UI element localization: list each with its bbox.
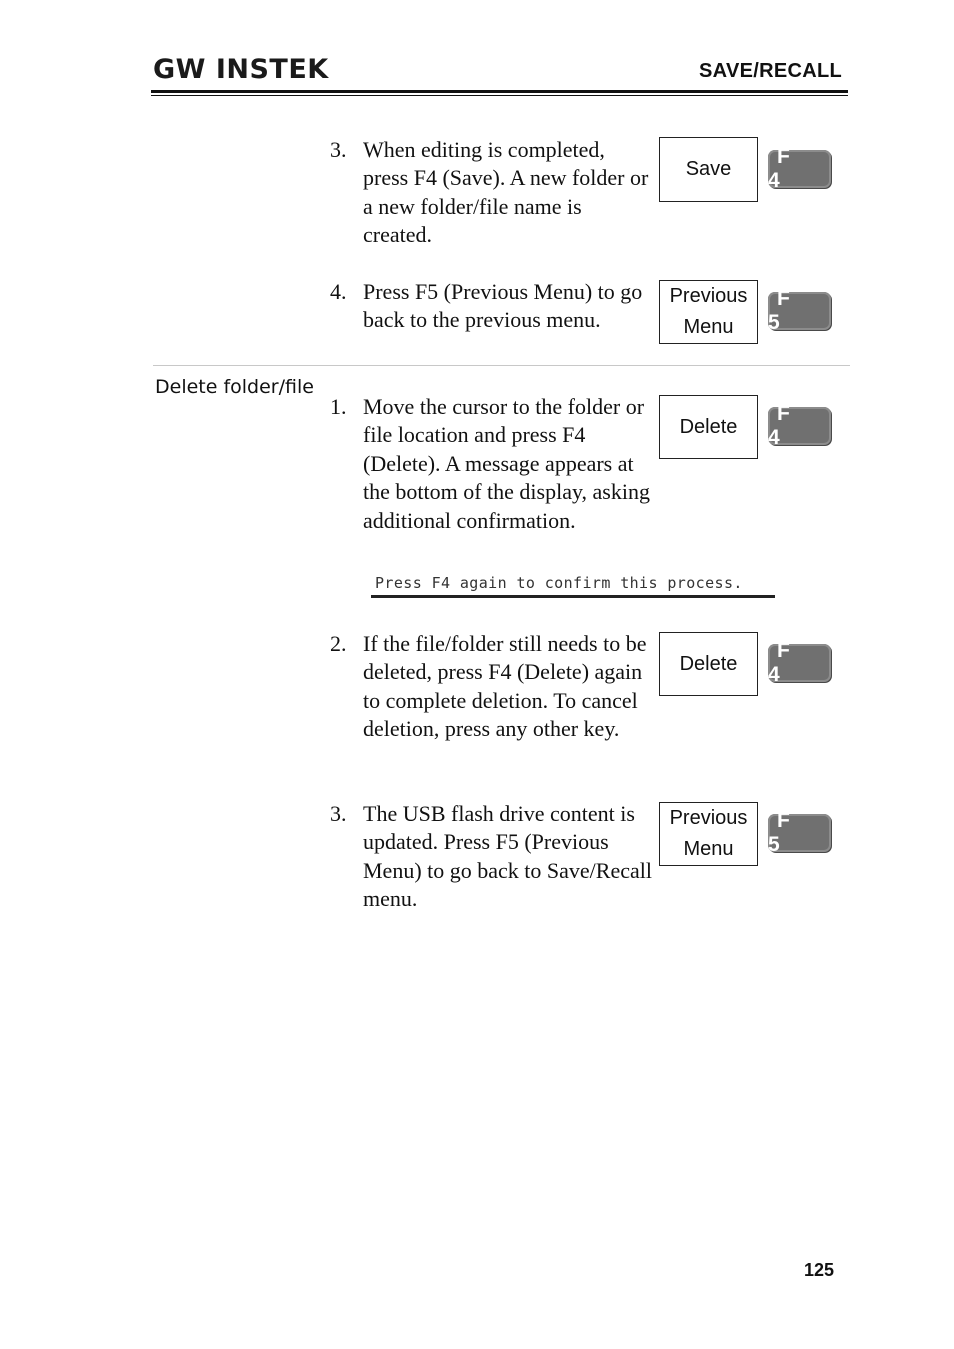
step-number: 3. bbox=[330, 137, 347, 162]
brand-logo: GW INSTEK bbox=[153, 54, 329, 85]
f4-key[interactable]: F 4 bbox=[768, 644, 831, 682]
step-text: The USB flash drive content is updated. Press F5 (Previous Menu) to go back to Save/Recall menu. bbox=[363, 801, 652, 912]
lcd-confirm-message: Press F4 again to confirm this process. bbox=[375, 574, 743, 592]
step-text: Press F5 (Previous Menu) to go back to the previous menu. bbox=[363, 279, 643, 333]
step-text: When editing is completed, press F4 (Save). A new folder or a new folder/file name is created. bbox=[363, 137, 649, 248]
delete-softkey[interactable]: Delete bbox=[659, 395, 758, 459]
f5-key[interactable]: F 5 bbox=[768, 292, 831, 330]
step-number: 1. bbox=[330, 394, 347, 419]
f4-key[interactable]: F 4 bbox=[768, 150, 831, 188]
step-text: Move the cursor to the folder or file location and press F4 (Delete). A message appears at the bottom of the display, asking additional confirmation. bbox=[363, 394, 650, 533]
f4-key[interactable]: F 4 bbox=[768, 407, 831, 445]
step-number: 3. bbox=[330, 801, 347, 826]
save-softkey[interactable]: Save bbox=[659, 137, 758, 202]
previous-menu-softkey[interactable]: Previous Menu bbox=[659, 280, 758, 344]
delete-softkey[interactable]: Delete bbox=[659, 632, 758, 696]
f5-key[interactable]: F 5 bbox=[768, 814, 831, 852]
page-number: 125 bbox=[804, 1260, 835, 1280]
section-label: Delete folder/file bbox=[155, 376, 314, 398]
section-title: SAVE/RECALL bbox=[699, 60, 842, 82]
header-rule-thin bbox=[151, 95, 848, 96]
header-rule bbox=[151, 90, 848, 93]
step-number: 4. bbox=[330, 279, 347, 304]
step-number: 2. bbox=[330, 631, 347, 656]
lcd-underline bbox=[371, 595, 775, 598]
step-text: If the file/folder still needs to be deleted, press F4 (Delete) again to complete deletion. To cancel deletion, press any other key. bbox=[363, 631, 647, 742]
section-divider bbox=[153, 365, 850, 366]
previous-menu-softkey[interactable]: Previous Menu bbox=[659, 802, 758, 866]
